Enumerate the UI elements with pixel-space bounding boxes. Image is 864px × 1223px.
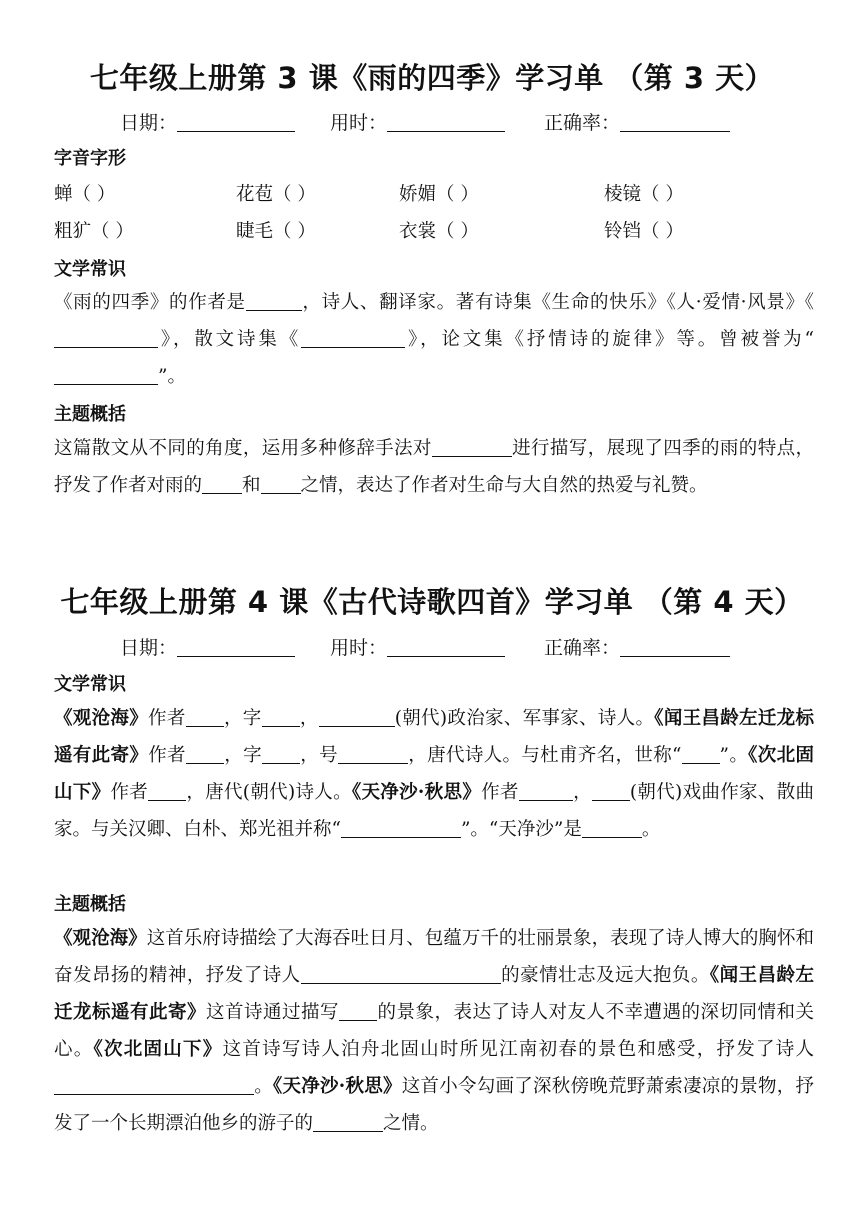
blank[interactable] [341, 818, 461, 838]
poem-title: 《次北固山下》 [93, 1039, 223, 1060]
date-field[interactable]: 日期： [120, 108, 295, 135]
accuracy-field[interactable]: 正确率： [544, 108, 730, 135]
blank[interactable] [54, 1075, 254, 1095]
blank[interactable] [148, 781, 186, 801]
blank[interactable] [262, 707, 300, 727]
blank[interactable] [54, 328, 158, 348]
pinyin-item[interactable]: 娇媚（ ） [399, 184, 479, 205]
blank[interactable] [339, 1001, 377, 1021]
lesson3-lit-paragraph: 《雨的四季》的作者是 ，诗人、翻译家。著有诗集《生命的快乐》《人·爱情·风景》《》，散文诗集《 》，论文集《抒情诗的旋律》等。曾被誉为“”。 [54, 292, 814, 387]
blank[interactable] [432, 437, 512, 457]
blank[interactable] [246, 291, 302, 311]
pinyin-heading: 字音字形 [54, 148, 126, 169]
lesson4-lit-paragraph: 《观沧海》作者 ，字 ， (朝代)政治家、军事家、诗人。《闻王昌龄左迁龙标遥有此寄》作者 ，字 ，号 ，唐代诗人。与杜甫齐名，世称“ ”。《次北固山下》作者 ，唐代(朝代)诗人。《天净沙·秋思》作者 ， (朝代)戏曲作家、散曲家。与关汉卿、白朴、郑光祖并称“ ”。“天净沙”是 。 [54, 708, 814, 840]
pinyin-item[interactable]: 铃铛（ ） [604, 221, 684, 242]
blank[interactable] [186, 744, 224, 764]
blank[interactable] [301, 328, 405, 348]
pinyin-item[interactable]: 粗犷（ ） [54, 221, 134, 242]
time-blank[interactable] [387, 638, 505, 657]
blank[interactable] [261, 474, 301, 494]
accuracy-field[interactable]: 正确率： [544, 633, 730, 660]
blank[interactable] [202, 474, 242, 494]
pinyin-item[interactable]: 棱镜（ ） [604, 184, 684, 205]
date-blank[interactable] [177, 113, 295, 132]
blank[interactable] [682, 744, 720, 764]
accuracy-blank[interactable] [620, 113, 730, 132]
theme-heading: 主题概括 [54, 404, 126, 425]
time-field[interactable]: 用时： [330, 633, 505, 660]
pinyin-item[interactable]: 睫毛（ ） [236, 221, 316, 242]
accuracy-blank[interactable] [620, 638, 730, 657]
poem-title: 《观沧海》 [54, 708, 149, 729]
lesson3-title: 七年级上册第 3 课《雨的四季》学习单 （第 3 天） [89, 61, 775, 95]
pinyin-item[interactable]: 蝉（ ） [54, 184, 116, 205]
blank[interactable] [186, 707, 224, 727]
time-field[interactable]: 用时： [330, 108, 505, 135]
blank[interactable] [519, 781, 573, 801]
pinyin-item[interactable]: 花苞（ ） [236, 184, 316, 205]
lit-heading: 文学常识 [54, 674, 126, 695]
lit-heading: 文学常识 [54, 259, 126, 280]
pinyin-item[interactable]: 衣裳（ ） [399, 221, 479, 242]
lesson4-title: 七年级上册第 4 课《古代诗歌四首》学习单 （第 4 天） [60, 585, 804, 619]
date-blank[interactable] [177, 638, 295, 657]
blank[interactable] [582, 818, 642, 838]
blank[interactable] [319, 707, 395, 727]
lesson4-theme-paragraph: 《观沧海》这首乐府诗描绘了大海吞吐日月、包蕴万千的壮丽景象，表现了诗人博大的胸怀和奋发昂扬的精神，抒发了诗人 的豪情壮志及远大抱负。《闻王昌龄左迁龙标遥有此寄》这首诗通过描写 的景象，表达了诗人对友人不幸遭遇的深切同情和关心。《次北固山下》这首诗写诗人泊舟北固山时所见江南初春的景色和感受，抒发了诗人。《天净沙·秋思》这首小令勾画了深秋傍晚荒野萧索凄凉的景物，抒发了一个长期漂泊他乡的游子的 之情。 [54, 928, 814, 1134]
lesson3-theme-paragraph: 这篇散文从不同的角度，运用多种修辞手法对 进行描写，展现了四季的雨的特点，抒发了作者对雨的 和 之情，表达了作者对生命与大自然的热爱与礼赞。 [54, 438, 814, 496]
poem-title: 《天净沙·秋思》 [351, 782, 482, 803]
blank[interactable] [338, 744, 408, 764]
theme-heading: 主题概括 [54, 894, 126, 915]
poem-title: 《次北固山下》 [54, 745, 814, 803]
date-field[interactable]: 日期： [120, 633, 295, 660]
poem-title: 《闻王昌龄左迁龙标遥有此寄》 [54, 708, 814, 766]
blank[interactable] [592, 781, 630, 801]
blank[interactable] [262, 744, 300, 764]
blank[interactable] [313, 1112, 383, 1132]
poem-title: 《天净沙·秋思》 [273, 1076, 402, 1097]
blank[interactable] [301, 964, 501, 984]
time-blank[interactable] [387, 113, 505, 132]
blank[interactable] [54, 365, 158, 385]
poem-title: 《闻王昌龄左迁龙标遥有此寄》 [54, 965, 814, 1023]
poem-title: 《观沧海》 [54, 928, 147, 949]
